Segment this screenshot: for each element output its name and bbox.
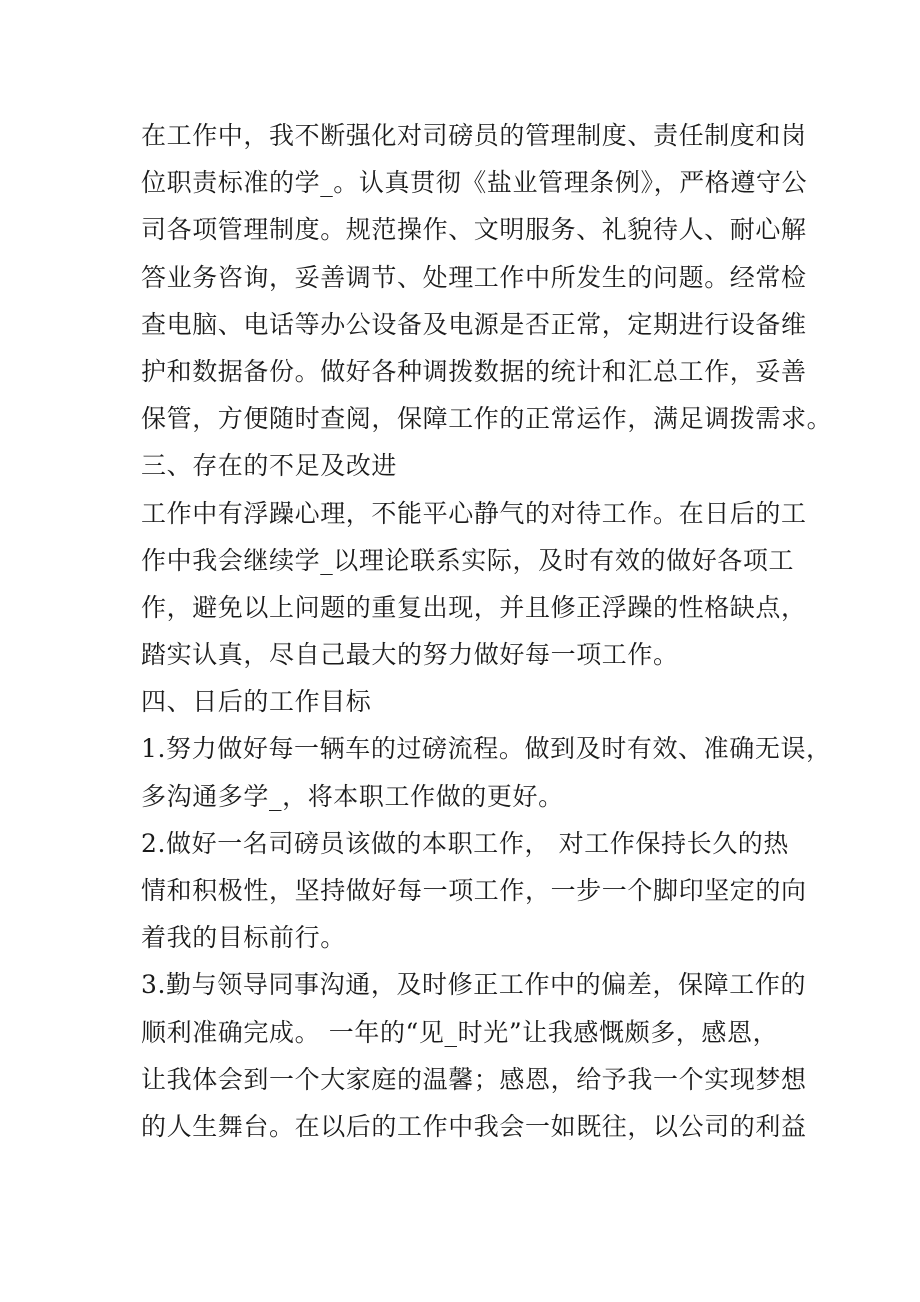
paragraph-line: 在工作中，我不断强化对司磅员的管理制度、责任制度和岗 xyxy=(141,121,807,150)
paragraph-line: 让我体会到一个大家庭的温馨；感恩，给予我一个实现梦想 xyxy=(141,1064,807,1094)
list-item-2: 2.做好一名司磅员该做的本职工作， 对工作保持长久的热 xyxy=(141,828,790,858)
list-item-2-cont: 着我的目标前行。 xyxy=(141,923,346,953)
list-item-3: 3.勤与领导同事沟通，及时修正工作中的偏差，保障工作的 xyxy=(141,970,807,1000)
section-heading-goals: 四、日后的工作目标 xyxy=(141,687,372,717)
paragraph-line: 答业务咨询，妥善调节、处理工作中所发生的问题。经常检 xyxy=(141,262,807,292)
paragraph-line: 查电脑、电话等办公设备及电源是否正常，定期进行设备维 xyxy=(141,309,807,339)
paragraph-line: 作，避免以上问题的重复出现，并且修正浮躁的性格缺点， xyxy=(141,592,807,622)
document-body xyxy=(141,112,833,1150)
paragraph-line: 的人生舞台。在以后的工作中我会一如既往，以公司的利益 xyxy=(141,1111,807,1141)
paragraph-line: 司各项管理制度。规范操作、文明服务、礼貌待人、耐心解 xyxy=(141,215,807,245)
paragraph-line: 工作中有浮躁心理，不能平心静气的对待工作。在日后的工 xyxy=(141,498,807,528)
paragraph-line: 护和数据备份。做好各种调拨数据的统计和汇总工作，妥善 xyxy=(141,356,807,386)
list-item-1-cont: 多沟通多学_，将本职工作做的更好。 xyxy=(141,781,564,811)
paragraph-line: 位职责标准的学_。认真贯彻《盐业管理条例》，严格遵守公 xyxy=(141,168,808,198)
paragraph-line: 保管，方便随时查阅，保障工作的正常运作，满足调拨需求。 xyxy=(141,404,833,434)
list-item-3-cont: 顺利准确完成。 一年的“见_时光”让我感慨颇多，感恩， xyxy=(141,1017,779,1047)
list-item-2-cont: 情和积极性，坚持做好每一项工作，一步一个脚印坚定的向 xyxy=(141,876,807,905)
paragraph-line: 踏实认真，尽自己最大的努力做好每一项工作。 xyxy=(141,640,679,670)
list-item-1: 1.努力做好每一辆车的过磅流程。做到及时有效、准确无误， xyxy=(141,734,832,764)
section-heading-shortcomings: 三、存在的不足及改进 xyxy=(141,451,398,481)
paragraph-line: 作中我会继续学_以理论联系实际，及时有效的做好各项工 xyxy=(141,545,795,575)
